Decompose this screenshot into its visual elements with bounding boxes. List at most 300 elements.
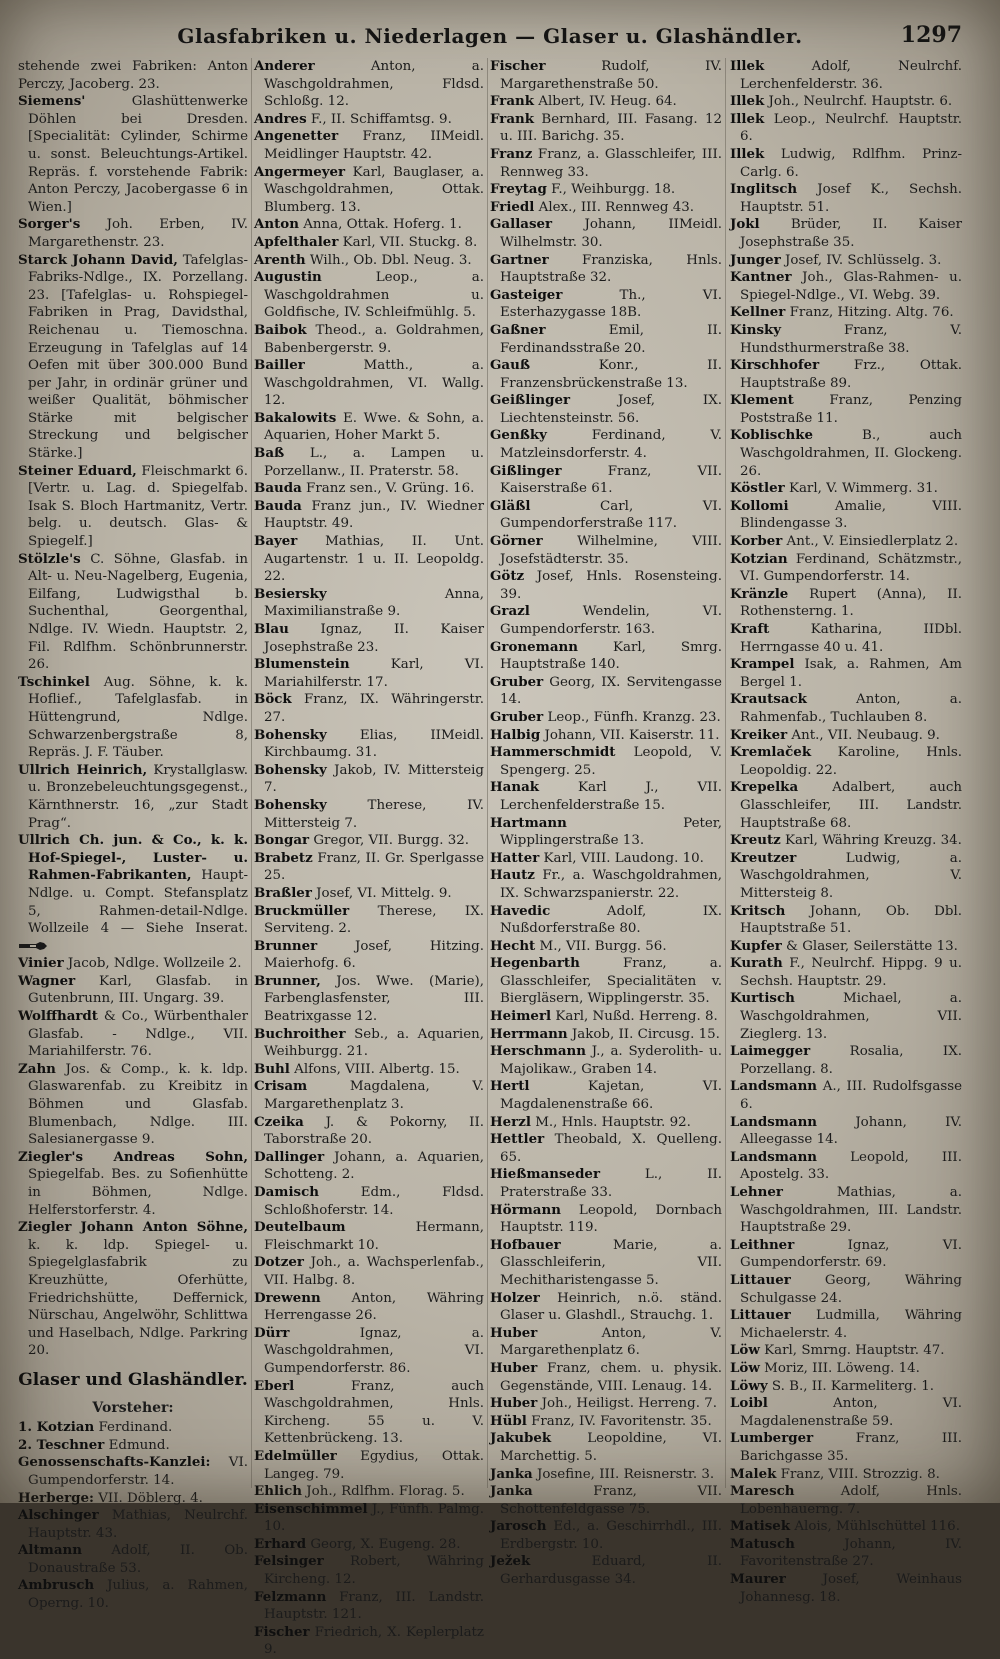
entry-name: Matusch bbox=[730, 1535, 795, 1552]
entry-text: Karl, Bauglaser, a. Waschgoldrahmen, Ottak. Blumberg. 13. bbox=[264, 164, 484, 215]
entry-text: Ludwig, Rdlfhm. Prinz-Carlg. 6. bbox=[740, 146, 962, 180]
entry-name: Bauda bbox=[254, 497, 302, 514]
entry-text: Rupert (Anna), II. Rothensterng. 1. bbox=[740, 586, 962, 620]
entry-name: Baß bbox=[254, 445, 285, 462]
entry-name: Krautsack bbox=[730, 691, 807, 708]
entry-name: Maresch bbox=[730, 1483, 795, 1500]
entry-name: Dürr bbox=[254, 1324, 290, 1341]
entry-name: Dotzer bbox=[254, 1254, 304, 1271]
entry-name: Gartner bbox=[490, 251, 549, 268]
entry-name: Landsmann bbox=[730, 1148, 818, 1165]
entry-name: Kraft bbox=[730, 621, 770, 637]
entry-text: Therese, IX. Serviteng. 2. bbox=[264, 903, 484, 937]
entry-text: Josef K., Sechsh. Hauptstr. 51. bbox=[740, 182, 962, 215]
directory-entry bbox=[730, 357, 962, 392]
directory-entry bbox=[730, 1184, 962, 1237]
entry-text: Michael, a. Waschgoldrahmen, VII. Zieglerg. 13. bbox=[740, 991, 962, 1042]
directory-entry bbox=[730, 1466, 962, 1484]
directory-entry bbox=[730, 269, 962, 304]
entry-name: Illek bbox=[730, 93, 765, 110]
directory-entry bbox=[730, 1378, 962, 1396]
column-rule bbox=[725, 58, 726, 1488]
entry-name: Löw bbox=[730, 1342, 760, 1359]
entry-name: Götz bbox=[490, 568, 525, 585]
directory-entry bbox=[730, 1043, 962, 1078]
directory-entry bbox=[254, 1589, 484, 1624]
entry-text: Karoline, Hnls. Leopoldig. 22. bbox=[740, 745, 962, 778]
entry-text: Anton, a. Waschgoldrahmen, Fldsd. Schloßg. 12. bbox=[264, 59, 484, 110]
entry-name: Illek bbox=[730, 145, 765, 162]
entry-text: Edmund. bbox=[108, 1437, 170, 1453]
entry-name: Inglitsch bbox=[730, 181, 798, 198]
entry-name: Littauer bbox=[730, 1271, 791, 1288]
entry-name: Kantner bbox=[730, 269, 792, 286]
entry-text: Leopold, III. Apostelg. 33. bbox=[740, 1149, 962, 1183]
entry-text: Franz, IX. Währingerstr. 27. bbox=[264, 692, 484, 725]
directory-entry bbox=[730, 1571, 962, 1606]
entry-name: Leithner bbox=[730, 1236, 795, 1253]
entry-name: Czeika bbox=[254, 1113, 304, 1130]
entry-name: Edelmüller bbox=[254, 1447, 337, 1464]
entry-name: Heimerl bbox=[490, 1008, 552, 1025]
entry-text: Theobald, X. Quelleng. 65. bbox=[500, 1132, 722, 1165]
directory-entry bbox=[18, 973, 248, 1008]
entry-name: Kirschhofer bbox=[730, 357, 820, 374]
entry-text: Josef, VI. Mittelg. 9. bbox=[316, 885, 452, 901]
directory-entry bbox=[254, 1149, 484, 1184]
entry-text: Karl, VIII. Laudong. 10. bbox=[543, 850, 704, 866]
entry-text: Alois, Mühlschüttel 116. bbox=[794, 1519, 960, 1535]
directory-entry bbox=[490, 181, 722, 199]
directory-entry bbox=[730, 656, 962, 691]
entry-text: J., a. Syderolith- u. Majolikaw., Graben 14. bbox=[500, 1044, 722, 1077]
entry-text: VII. Döblerg. 4. bbox=[98, 1490, 203, 1506]
column-rule bbox=[487, 58, 488, 1488]
directory-entry bbox=[730, 990, 962, 1043]
entry-name: Hofbauer bbox=[490, 1236, 561, 1253]
directory-entry bbox=[18, 93, 248, 216]
directory-entry bbox=[254, 111, 484, 129]
entry-name: Blumenstein bbox=[254, 656, 350, 673]
directory-entry bbox=[490, 709, 722, 727]
entry-name: Gläßl bbox=[490, 497, 531, 514]
entry-name: Ziegler's Andreas Sohn, bbox=[18, 1148, 248, 1165]
entry-name: Vinier bbox=[18, 955, 64, 972]
directory-entry bbox=[490, 1008, 722, 1026]
directory-entry bbox=[254, 691, 484, 726]
entry-text: Adolf, IX. Nußdorferstraße 80. bbox=[500, 903, 722, 937]
entry-name: 2. Teschner bbox=[18, 1436, 105, 1453]
entry-text: Johann, VII. Kaiserstr. 11. bbox=[544, 727, 720, 743]
entry-text: L., a. Lampen u. Porzellanw., II. Praterstr. 58. bbox=[264, 446, 484, 479]
entry-name: Felsinger bbox=[254, 1553, 324, 1570]
entry-name: Böck bbox=[254, 691, 292, 708]
directory-entry bbox=[18, 1008, 248, 1061]
directory-entry bbox=[254, 586, 484, 621]
entry-text: Leopold, V. Spengerg. 25. bbox=[500, 745, 722, 778]
entry-text: A., III. Rudolfsgasse 6. bbox=[740, 1079, 962, 1113]
entry-name: Köstler bbox=[730, 480, 785, 497]
entry-text: Anton, VI. Magdalenenstraße 59. bbox=[740, 1396, 962, 1429]
directory-entry bbox=[254, 216, 484, 234]
pointing-hand-icon bbox=[28, 940, 58, 952]
directory-entry bbox=[730, 691, 962, 726]
directory-entry bbox=[254, 269, 484, 322]
entry-name: Laimegger bbox=[730, 1043, 811, 1060]
directory-entry bbox=[254, 1254, 484, 1289]
entry-text: Kajetan, VI. Magdalenenstraße 66. bbox=[500, 1079, 722, 1113]
entry-name: Bayer bbox=[254, 533, 298, 550]
directory-entry bbox=[18, 216, 248, 251]
entry-name: Hertl bbox=[490, 1078, 530, 1095]
directory-entry bbox=[18, 1490, 248, 1508]
entry-name: Kremlaček bbox=[730, 744, 812, 761]
directory-entry bbox=[18, 1061, 248, 1149]
entry-text: Aug. Söhne, k. k. Hoflief., Tafelglasfab. in Hüttengrund, Ndlge. Schwarzenbergstraße 8, Repräs. J. F. Täuber. bbox=[28, 674, 248, 761]
directory-entry bbox=[730, 903, 962, 938]
entry-name: Löw bbox=[730, 1359, 760, 1376]
entry-text: Ferdinand. bbox=[98, 1420, 173, 1436]
directory-entry bbox=[730, 1078, 962, 1113]
directory-entry bbox=[730, 586, 962, 621]
entry-name: Jokl bbox=[730, 216, 760, 233]
entry-text: Albert, IV. Heug. 64. bbox=[538, 94, 677, 110]
entry-text: Anna, Ottak. Hoferg. 1. bbox=[303, 217, 462, 233]
entry-name: Illek bbox=[730, 110, 765, 127]
entry-name: Hörmann bbox=[490, 1201, 561, 1218]
entry-text: Julius, a. Rahmen, Operng. 10. bbox=[28, 1578, 248, 1612]
entry-text: Hermann, Fleischmarkt 10. bbox=[264, 1220, 484, 1253]
directory-entry bbox=[490, 1553, 722, 1588]
directory-entry bbox=[254, 128, 484, 163]
entry-text: Ferdinand, Schätzmstr., VI. Gumpendorferstr. 14. bbox=[740, 551, 962, 585]
directory-entry bbox=[490, 146, 722, 181]
entry-name: Bohensky bbox=[254, 726, 327, 743]
entry-text: Haupt-Ndlge. u. Compt. Stefansplatz 5, Rahmen-detail-Ndlge. Wollzeile 4 — Siehe Inserat. bbox=[28, 868, 248, 937]
entry-name: Wagner bbox=[18, 972, 76, 989]
entry-text: Franz, III. Landstr. Hauptstr. 121. bbox=[264, 1589, 484, 1623]
entry-name: Angenetter bbox=[254, 128, 339, 145]
entry-text: Josef, Hitzing. Maierhofg. 6. bbox=[264, 938, 484, 972]
entry-text: Georg, X. Eugeng. 28. bbox=[310, 1536, 461, 1552]
directory-entry bbox=[730, 58, 962, 93]
directory-entry bbox=[490, 568, 722, 603]
entry-text: Alfons, VIII. Albertg. 15. bbox=[294, 1061, 460, 1077]
entry-text: Josefine, III. Reisnerstr. 3. bbox=[536, 1466, 715, 1482]
entry-name: Bakalowits bbox=[254, 409, 337, 426]
entry-text: Fleischmarkt 6. [Vertr. u. Lag. d. Spiegelfab. Isak S. Bloch Hartmanitz, Vertr. belg. u. deutsch. Glas- & Spiegelf.] bbox=[28, 463, 248, 550]
directory-entry bbox=[490, 603, 722, 638]
entry-text: S. B., II. Karmeliterg. 1. bbox=[771, 1378, 934, 1394]
directory-entry bbox=[254, 1061, 484, 1079]
entry-text: Leop., Fünfh. Kranzg. 23. bbox=[547, 709, 721, 725]
entry-text: Krystallglasw. u. Bronzebeleuchtungsgegenst., Kärnthnerstr. 16, „zur Stadt Prag“. bbox=[28, 762, 248, 831]
entry-text: Mathias, a. Waschgoldrahmen, III. Landstr. Hauptstraße 29. bbox=[740, 1185, 962, 1236]
entry-text: Franz, auch Waschgoldrahmen, Hnls. Kircheng. 55 u. V. Kettenbrückeng. 13. bbox=[264, 1378, 484, 1447]
column-4 bbox=[730, 58, 962, 1605]
entry-name: Angermeyer bbox=[254, 163, 346, 180]
directory-entry bbox=[490, 322, 722, 357]
directory-entry bbox=[254, 1483, 484, 1501]
entry-name: Hatter bbox=[490, 849, 540, 866]
directory-entry bbox=[730, 1149, 962, 1184]
directory-entry bbox=[490, 427, 722, 462]
entry-name: Lehner bbox=[730, 1184, 783, 1200]
directory-entry bbox=[254, 850, 484, 885]
entry-text: Joh. Erben, IV. Margarethenstr. 23. bbox=[28, 217, 248, 250]
entry-text: Adolf, Neulrchf. Lerchenfelderstr. 36. bbox=[740, 59, 962, 92]
entry-text: Franz, VII. Schottenfeldgasse 75. bbox=[500, 1484, 722, 1517]
entry-text: Karl, VII. Stuckg. 8. bbox=[342, 234, 478, 250]
directory-entry bbox=[490, 498, 722, 533]
entry-name: Anton bbox=[254, 216, 299, 233]
entry-name: Gronemann bbox=[490, 638, 578, 655]
entry-text: Jakob, II. Circusg. 15. bbox=[571, 1026, 720, 1042]
directory-entry bbox=[490, 1114, 722, 1132]
entry-text: Ignaz, a. Waschgoldrahmen, VI. Gumpendorferstr. 86. bbox=[264, 1325, 484, 1376]
entry-text: Johann, a. Aquarien, Schotteng. 2. bbox=[264, 1149, 484, 1183]
directory-entry bbox=[490, 1131, 722, 1166]
entry-text: C. Söhne, Glasfab. in Alt- u. Neu-Nagelberg, Eugenia, Eilfang, Ludwigsthal b. Suchenthal, Georgenthal, Ndlge. IV. Wiedn. Hauptstr. 2, Fil. Rdlfhm. Schönbrunnerstr. 26. bbox=[28, 551, 248, 673]
entry-name: Havedic bbox=[490, 902, 551, 919]
entry-name: Hanak bbox=[490, 779, 540, 796]
directory-entry bbox=[254, 1078, 484, 1113]
directory-entry bbox=[254, 727, 484, 762]
directory-entry bbox=[490, 199, 722, 217]
entry-name: Deutelbaum bbox=[254, 1219, 346, 1236]
directory-entry bbox=[730, 1237, 962, 1272]
directory-entry bbox=[18, 463, 248, 551]
entry-name: Hettler bbox=[490, 1131, 545, 1148]
entry-name: Friedl bbox=[490, 198, 535, 215]
directory-entry bbox=[490, 463, 722, 498]
directory-entry bbox=[730, 744, 962, 779]
entry-text: Ferdinand, V. Matzleinsdorferstr. 4. bbox=[500, 428, 722, 462]
directory-entry bbox=[18, 1219, 248, 1360]
entry-text: Brüder, II. Kaiser Josephstraße 35. bbox=[740, 217, 962, 250]
entry-text: J., Fünfh. Palmg. 10. bbox=[264, 1501, 484, 1535]
directory-entry bbox=[254, 1114, 484, 1149]
entry-name: Huber bbox=[490, 1324, 538, 1341]
entry-name: Kreiker bbox=[730, 726, 788, 743]
directory-entry bbox=[490, 903, 722, 938]
directory-entry bbox=[730, 304, 962, 322]
entry-text: Frz., Ottak. Hauptstraße 89. bbox=[740, 358, 962, 391]
directory-entry bbox=[254, 903, 484, 938]
directory-entry bbox=[730, 727, 962, 745]
entry-name: Herrmann bbox=[490, 1025, 568, 1042]
directory-entry bbox=[490, 357, 722, 392]
directory-entry bbox=[490, 938, 722, 956]
directory-entry bbox=[730, 1430, 962, 1465]
column-1-bottom-entries bbox=[18, 1419, 248, 1613]
entry-name: Geißlinger bbox=[490, 392, 571, 409]
directory-entry bbox=[490, 815, 722, 850]
entry-name: Tschinkel bbox=[18, 673, 90, 690]
entry-name: Fischer bbox=[254, 1623, 310, 1640]
directory-entry bbox=[730, 480, 962, 498]
entry-name: Gruber bbox=[490, 708, 544, 725]
entry-text: Franz sen., V. Grüng. 16. bbox=[306, 481, 475, 497]
entry-name: Braßler bbox=[254, 884, 312, 901]
directory-entry bbox=[490, 1430, 722, 1465]
entry-name: Siemens' bbox=[18, 93, 86, 110]
entry-name: Stölzle's bbox=[18, 550, 81, 567]
entry-name: Wolffhardt bbox=[18, 1008, 98, 1025]
directory-entry bbox=[490, 1237, 722, 1290]
entry-name: Blau bbox=[254, 621, 289, 637]
entry-name: Drewenn bbox=[254, 1289, 321, 1306]
entry-name: Ehlich bbox=[254, 1483, 303, 1500]
entry-text: & Glaser, Seilerstätte 13. bbox=[786, 938, 958, 954]
entry-name: Grazl bbox=[490, 603, 530, 620]
entry-name: Genßky bbox=[490, 427, 547, 444]
entry-text: Franz, III. Barichgasse 35. bbox=[740, 1431, 962, 1464]
directory-entry bbox=[18, 1507, 248, 1542]
entry-text: Seb., a. Aquarien, Weihburgg. 21. bbox=[264, 1026, 484, 1060]
entry-text: Konr., II. Franzensbrückenstraße 13. bbox=[500, 358, 722, 391]
directory-entry bbox=[18, 1437, 248, 1455]
entry-name: Loibl bbox=[730, 1395, 768, 1412]
entry-text: F., Weihburgg. 18. bbox=[551, 182, 676, 198]
directory-entry bbox=[18, 955, 248, 973]
entry-text: Fr., a. Waschgoldrahmen, IX. Schwarzspanierstr. 22. bbox=[500, 868, 722, 901]
entry-text: Franz, a. Glasschleifer, III. Rennweg 33. bbox=[500, 146, 722, 180]
directory-entry bbox=[730, 498, 962, 533]
directory-entry bbox=[254, 885, 484, 903]
entry-name: Altmann bbox=[18, 1542, 82, 1559]
entry-name: Gruber bbox=[490, 673, 544, 690]
entry-name: Kollomi bbox=[730, 497, 789, 514]
entry-text: Joh., Rdlfhm. Florag. 5. bbox=[306, 1484, 465, 1500]
entry-name: Löwy bbox=[730, 1377, 768, 1394]
entry-name: Hießmanseder bbox=[490, 1166, 601, 1183]
entry-name: Felzmann bbox=[254, 1588, 327, 1605]
entry-text: Franz, IV. Favoritenstr. 35. bbox=[531, 1413, 712, 1429]
entry-name: Brabetz bbox=[254, 849, 313, 866]
page-header bbox=[18, 20, 962, 50]
directory-entry bbox=[490, 93, 722, 111]
directory-entry bbox=[730, 93, 962, 111]
directory-entry bbox=[490, 850, 722, 868]
entry-text: Heinrich, n.ö. ständ. Glaser u. Glashdl., Strauchg. 1. bbox=[500, 1290, 722, 1324]
entry-name: Ullrich Heinrich, bbox=[18, 761, 148, 778]
directory-entry bbox=[730, 111, 962, 146]
entry-text: Isak, a. Rahmen, Am Bergel 1. bbox=[740, 657, 962, 690]
entry-name: Gaßner bbox=[490, 321, 546, 338]
entry-name: Maurer bbox=[730, 1571, 786, 1588]
entry-text: Glashüttenwerke Döhlen bei Dresden. [Specialität: Cylinder, Schirme u. sonst. Beleuchtungs-Artikel. Repräs. f. vorstehende Fabrik: Anton Perczy, Jacobergasse 6 in Wien.] bbox=[28, 94, 248, 215]
directory-entry bbox=[730, 1395, 962, 1430]
entry-text: Josef, Hnls. Rosensteing. 39. bbox=[500, 569, 722, 602]
entry-text: Franz, a. Glasschleifer, Specialitäten v. Biergläsern, Wipplingerstr. 35. bbox=[500, 956, 722, 1007]
entry-name: Kellner bbox=[730, 304, 786, 321]
entry-text: Anton, V. Margarethenplatz 6. bbox=[500, 1325, 722, 1359]
directory-entry bbox=[490, 1026, 722, 1044]
entry-text: Jos. Wwe. (Marie), Farbenglasfenster, III. Beatrixgasse 12. bbox=[264, 973, 484, 1025]
directory-entry bbox=[490, 1043, 722, 1078]
entry-name: Koblischke bbox=[730, 427, 814, 444]
entry-name: Ambrusch bbox=[18, 1577, 95, 1594]
entry-text: Franz, Penzing Poststraße 11. bbox=[740, 393, 962, 426]
entry-name: Apfelthaler bbox=[254, 233, 339, 250]
entry-name: Crisam bbox=[254, 1078, 308, 1095]
entry-text: Leopold, Dornbach Hauptstr. 119. bbox=[500, 1202, 722, 1236]
entry-text: Leopoldine, VI. Marchettig. 5. bbox=[500, 1431, 722, 1464]
entry-name: Hartmann bbox=[490, 814, 567, 831]
entry-name: Kreutz bbox=[730, 832, 781, 849]
entry-text: Carl, VI. Gumpendorferstraße 117. bbox=[500, 498, 722, 532]
entry-name: Frank bbox=[490, 110, 535, 127]
entry-text: Josef, IX. Liechtensteinstr. 56. bbox=[500, 393, 722, 426]
entry-text: Ed., a. Geschirrhdl., III. Erdbergstr. 10. bbox=[500, 1519, 722, 1552]
entry-name: Gißlinger bbox=[490, 462, 562, 479]
directory-entry bbox=[490, 779, 722, 814]
entry-text: Bernhard, III. Fasang. 12 u. III. Barichg. 35. bbox=[500, 111, 722, 145]
entry-text: Johann, IIMeidl. Wilhelmstr. 30. bbox=[500, 217, 722, 250]
entry-text: Edm., Fldsd. Schloßhoferstr. 14. bbox=[264, 1185, 484, 1218]
directory-entry bbox=[490, 1395, 722, 1413]
directory-entry bbox=[490, 1290, 722, 1325]
directory-entry bbox=[730, 533, 962, 551]
entry-name: Kurtisch bbox=[730, 990, 795, 1007]
entry-name: Damisch bbox=[254, 1184, 319, 1200]
directory-entry bbox=[18, 1542, 248, 1577]
directory-entry bbox=[490, 111, 722, 146]
directory-entry bbox=[18, 252, 248, 463]
entry-name: Kritsch bbox=[730, 902, 786, 919]
entry-name: Ullrich Ch. jun. & Co., k. k. Hof-Spiegel-, Luster- u. Rahmen-Fabrikanten, bbox=[18, 832, 248, 884]
entry-text: stehende zwei Fabriken: Anton Perczy, Jacoberg. 23. bbox=[18, 59, 248, 92]
directory-entry bbox=[730, 1518, 962, 1536]
entry-name: Buhl bbox=[254, 1060, 290, 1077]
entry-name: Krepelka bbox=[730, 779, 799, 796]
directory-entry bbox=[490, 392, 722, 427]
entry-name: Huber bbox=[490, 1359, 538, 1376]
entry-text: Joh., Heiligst. Herreng. 7. bbox=[541, 1396, 718, 1412]
entry-text: Egydius, Ottak. Langeg. 79. bbox=[264, 1448, 484, 1482]
entry-name: Kinsky bbox=[730, 321, 782, 338]
directory-entry bbox=[254, 234, 484, 252]
entry-text: Elias, IIMeidl. Kirchbaumg. 31. bbox=[264, 727, 484, 761]
column-rule bbox=[251, 58, 252, 1488]
entry-text: Karl, Währing Kreuzg. 34. bbox=[785, 833, 962, 849]
entry-text: Wilh., Ob. Dbl. Neug. 3. bbox=[309, 252, 472, 268]
entry-text: Amalie, VIII. Blindengasse 3. bbox=[740, 498, 962, 532]
entry-text: M., Hnls. Hauptstr. 92. bbox=[535, 1114, 691, 1130]
directory-entry bbox=[490, 867, 722, 902]
entry-text: Ant., V. Einsiedlerplatz 2. bbox=[786, 534, 959, 550]
entry-name: Eberl bbox=[254, 1377, 295, 1394]
entry-name: Huber bbox=[490, 1395, 538, 1412]
entry-name: Gallaser bbox=[490, 216, 553, 233]
entry-name: Sorger's bbox=[18, 216, 81, 233]
directory-entry bbox=[254, 1325, 484, 1378]
entry-text: F., II. Schiffamtsg. 9. bbox=[310, 111, 452, 127]
column-3 bbox=[490, 58, 722, 1588]
entry-text: Ant., VII. Neubaug. 9. bbox=[791, 727, 940, 743]
entry-name: Franz bbox=[490, 145, 533, 162]
entry-name: 1. Kotzian bbox=[18, 1419, 95, 1436]
directory-entry bbox=[18, 58, 248, 93]
entry-name: Lumberger bbox=[730, 1430, 814, 1447]
directory-entry bbox=[490, 252, 722, 287]
entry-text: Georg, Währing Schulgasse 24. bbox=[740, 1272, 962, 1306]
entry-name: Buchroither bbox=[254, 1025, 346, 1042]
entry-name: Illek bbox=[730, 58, 765, 74]
entry-text: Alex., III. Rennweg 43. bbox=[538, 199, 695, 215]
entry-text: Spiegelfab. Bes. zu Sofienhütte in Böhmen, Ndlge. Helferstorferstr. 4. bbox=[28, 1167, 248, 1218]
